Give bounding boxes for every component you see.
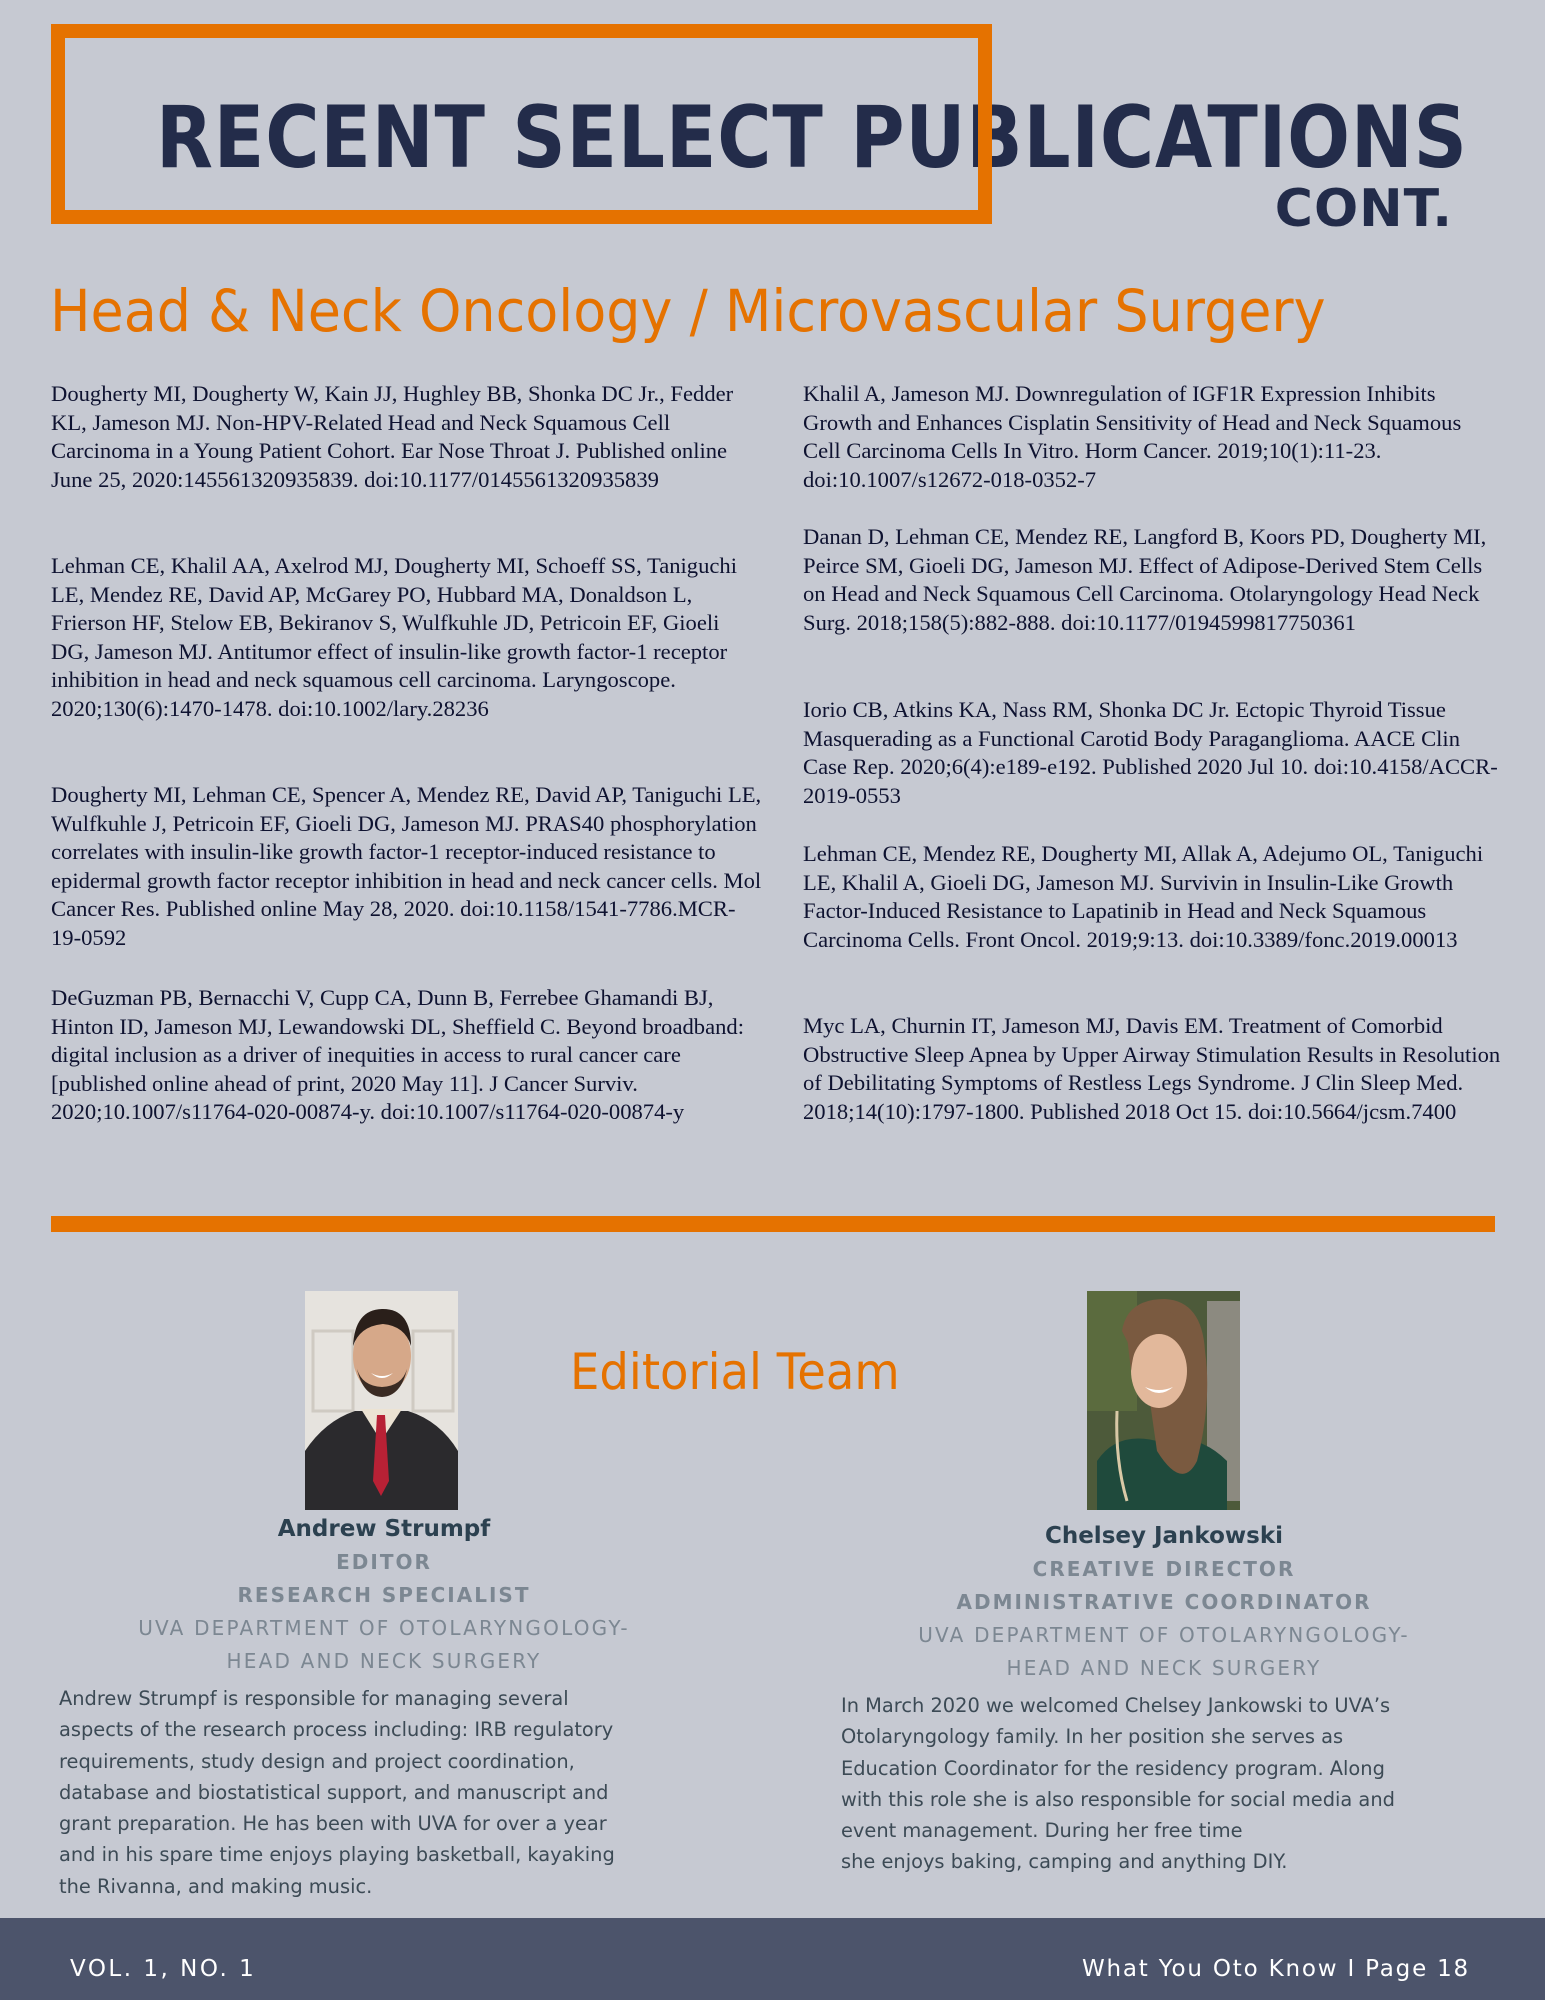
reference-item: Khalil A, Jameson MJ. Downregulation of IGF1R Expression Inhibits Growth and Enhances Cisplatin Sensitivity of Head and Neck Squamous Cell Carcinoma Cells In Vitro. Horm Cancer. 2019;10(1):11-23. doi:10.1007/s12672-018-0352-7 xyxy=(803,381,1462,492)
member-department: HEAD AND NECK SURGERY xyxy=(1006,1656,1322,1680)
team-member-chelsey xyxy=(860,1521,1468,1685)
member-name: Chelsey Jankowski xyxy=(1044,1523,1284,1549)
reference-item: Dougherty MI, Dougherty W, Kain JJ, Hughley BB, Shonka DC Jr., Fedder KL, Jameson MJ. Non-HPV-Related Head and Neck Squamous Cell Carcinoma in a Young Patient Cohort. Ear Nose Throat J. Published online June 25, 2020:145561320935839. doi:10.1177/0145561320935839 xyxy=(51,381,734,492)
section-divider xyxy=(51,1216,1495,1232)
portrait-image xyxy=(1087,1291,1240,1510)
reference-item: DeGuzman PB, Bernacchi V, Cupp CA, Dunn B, Ferrebee Ghamandi BJ, Hinton ID, Jameson MJ, Lewandowski DL, Sheffield C. Beyond broadband: digital inclusion as a driver of inequities in access to rural cancer care [published online ahead of print, 2020 May 11]. J Cancer Surviv. 2020;10.1007/s11764-020-00874-y. doi:10.1007/s11764-020-00874-y xyxy=(51,985,744,1125)
member-department: UVA DEPARTMENT OF OTOLARYNGOLOGY- xyxy=(138,1616,630,1640)
reference-item: Dougherty MI, Lehman CE, Spencer A, Mendez RE, David AP, Taniguchi LE, Wulfkuhle J, Petricoin EF, Gioeli DG, Jameson MJ. PRAS40 phosphorylation correlates with insulin-like growth factor-1 receptor-induced resistance to epidermal growth factor receptor inhibition in head and neck cancer cells. Mol Cancer Res. Published online May 28, 2020. doi:10.1158/1541-7786.MCR-19-0592 xyxy=(51,782,762,950)
footer-volume: VOL. 1, NO. 1 xyxy=(70,1956,257,1982)
footer-page-number: What You Oto Know I Page 18 xyxy=(1081,1956,1470,1982)
member-role: EDITOR xyxy=(336,1550,432,1574)
member-role: CREATIVE DIRECTOR xyxy=(1032,1557,1296,1581)
reference-item: Lehman CE, Mendez RE, Dougherty MI, Allak A, Adejumo OL, Taniguchi LE, Khalil A, Gioeli DG, Jameson MJ. Survivin in Insulin-Like Growth Factor-Induced Resistance to Lapatinib in Head and Neck Squamous Carcinoma Cells. Front Oncol. 2019;9:13. doi:10.3389/fonc.2019.00013 xyxy=(803,841,1484,952)
member-department: UVA DEPARTMENT OF OTOLARYNGOLOGY- xyxy=(918,1623,1410,1647)
portrait-andrew-strumpf xyxy=(305,1291,458,1510)
page-subtitle: CONT. xyxy=(1274,179,1453,239)
member-name: Andrew Strumpf xyxy=(277,1516,491,1542)
team-member-andrew xyxy=(80,1514,688,1678)
member-role: RESEARCH SPECIALIST xyxy=(237,1583,531,1607)
member-bio: Andrew Strumpf is responsible for managing several aspects of the research process including: IRB regulatory requirements, study design and project coordination, database and biostatistical support, and manuscript and grant preparation. He has been with UVA for over a year and in his spare time enjoys playing basketball, kayaking the Rivanna, and making music. xyxy=(59,1687,615,1898)
page-title: RECENT SELECT PUBLICATIONS xyxy=(156,88,1468,188)
reference-item: Lehman CE, Khalil AA, Axelrod MJ, Dougherty MI, Schoeff SS, Taniguchi LE, Mendez RE, David AP, McGarey PO, Hubbard MA, Donaldson L, Frierson HF, Stelow EB, Bekiranov S, Wulfkuhle JD, Petricoin EF, Gioeli DG, Jameson MJ. Antitumor effect of insulin-like growth factor-1 receptor inhibition in head and neck squamous cell carcinoma. Laryngoscope. 2020;130(6):1470-1478. doi:10.1002/lary.28236 xyxy=(51,553,737,721)
editorial-heading: Editorial Team xyxy=(570,1343,900,1401)
member-role: ADMINISTRATIVE COORDINATOR xyxy=(956,1590,1372,1614)
reference-item: Danan D, Lehman CE, Mendez RE, Langford B, Koors PD, Dougherty MI, Peirce SM, Gioeli DG, Jameson MJ. Effect of Adipose-Derived Stem Cells on Head and Neck Squamous Cell Carcinoma. Otolaryngology Head Neck Surg. 2018;158(5):882-888. doi:10.1177/0194599817750361 xyxy=(803,524,1487,635)
portrait-image xyxy=(305,1291,458,1510)
member-bio: In March 2020 we welcomed Chelsey Jankowski to UVA’s Otolaryngology family. In her position she serves as Education Coordinator for the residency program. Along with this role she is also responsible for social media and event management. During her free time she enjoys baking, camping and anything DIY. xyxy=(841,1694,1395,1874)
portrait-chelsey-jankowski xyxy=(1087,1291,1240,1510)
reference-item: Myc LA, Churnin IT, Jameson MJ, Davis EM. Treatment of Comorbid Obstructive Sleep Apnea by Upper Airway Stimulation Results in Resolution of Debilitating Symptoms of Restless Legs Syndrome. J Clin Sleep Med. 2018;14(10):1797-1800. Published 2018 Oct 15. doi:10.5664/jcsm.7400 xyxy=(803,1013,1501,1124)
reference-item: Iorio CB, Atkins KA, Nass RM, Shonka DC Jr. Ectopic Thyroid Tissue Masquerading as a Functional Carotid Body Paraganglioma. AACE Clin Case Rep. 2020;6(4):e189-e192. Published 2020 Jul 10. doi:10.4158/ACCR-2019-0553 xyxy=(803,697,1498,808)
member-department: HEAD AND NECK SURGERY xyxy=(226,1649,542,1673)
section-heading: Head & Neck Oncology / Microvascular Surgery xyxy=(50,277,1326,345)
